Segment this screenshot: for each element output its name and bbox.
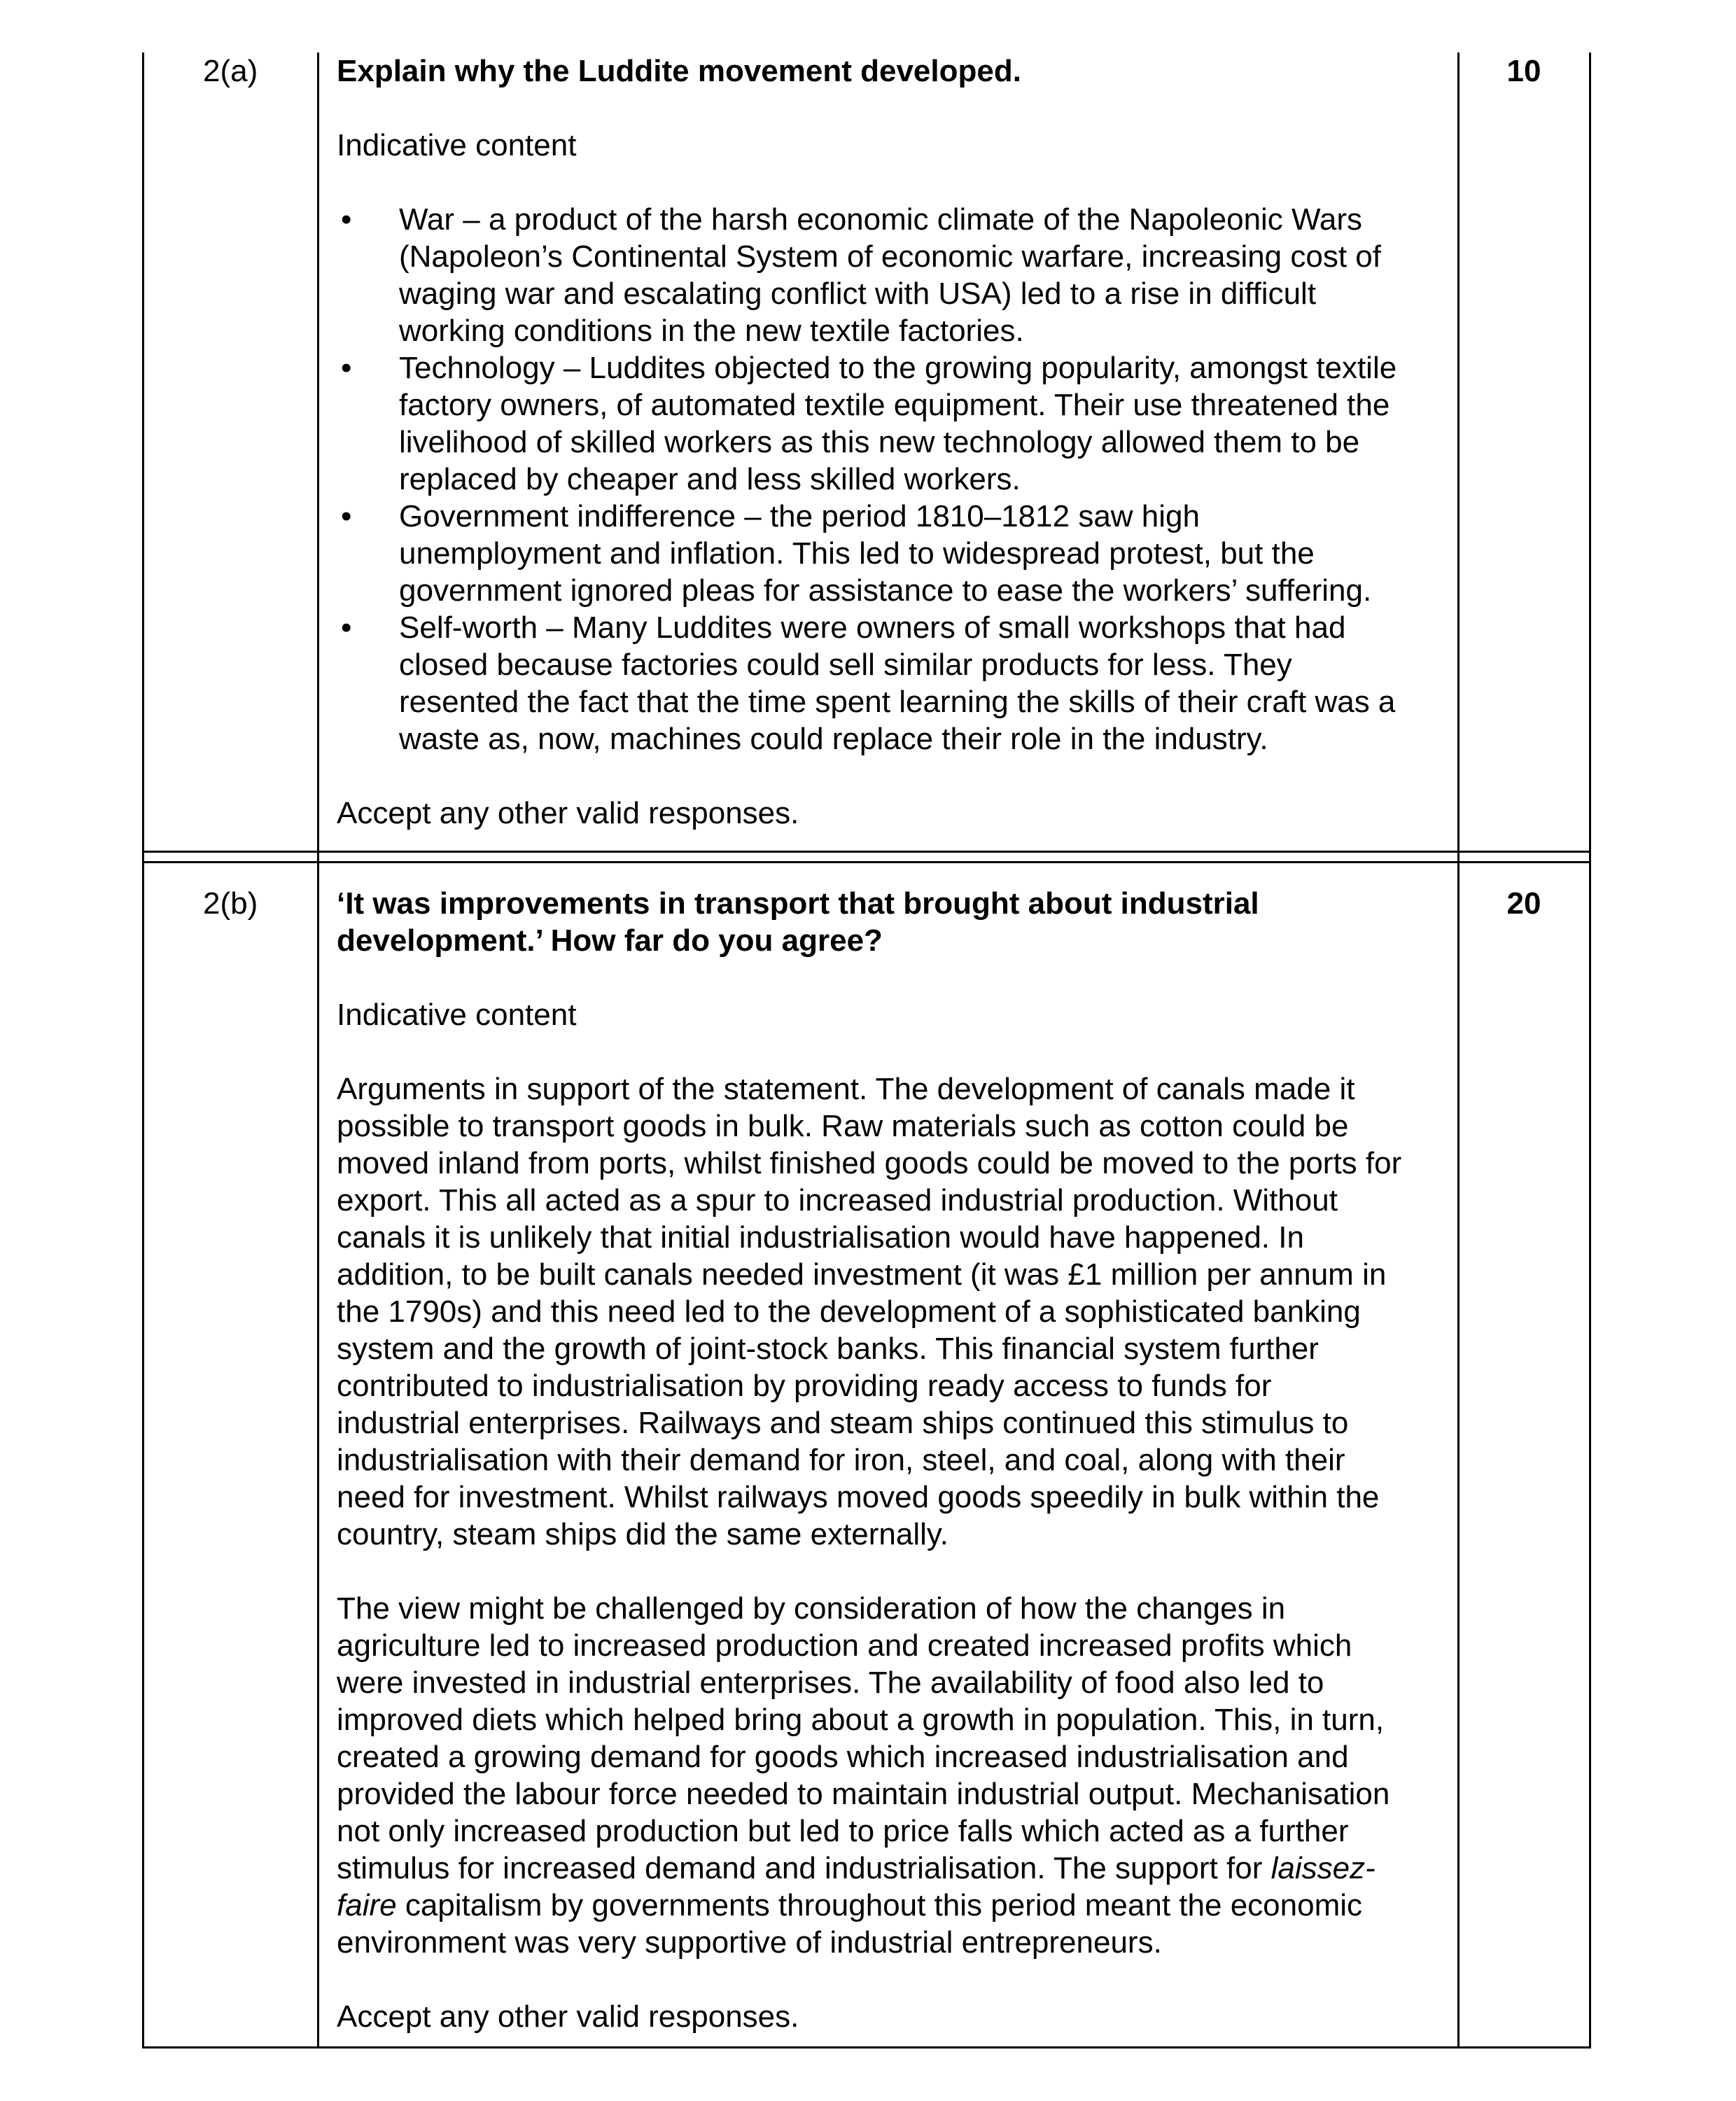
bullet-line: Government indifference – the period 1810–1812 saw high xyxy=(399,499,1200,533)
question-line: ‘It was improvements in transport that brought about industrial xyxy=(337,886,1259,921)
accept-note: Accept any other valid responses. xyxy=(337,1999,799,2034)
row-separator-top xyxy=(142,851,1591,853)
bullet-item xyxy=(337,609,1457,758)
table-bottom-border xyxy=(142,2046,1591,2048)
paragraph-line: industrialisation with their demand for iron, steel, and coal, along with their xyxy=(337,1443,1345,1477)
paragraph-line: canals it is unlikely that initial industrialisation would have happened. In xyxy=(337,1220,1304,1255)
paragraph-line: need for investment. Whilst railways moved goods speedily in bulk within the xyxy=(337,1480,1380,1514)
bullet-line: working conditions in the new textile factories. xyxy=(399,314,1024,348)
paragraph-line: not only increased production but led to price falls which acted as a further xyxy=(337,1814,1349,1848)
italic-term: laissez- xyxy=(1270,1851,1376,1885)
paragraph-line: improved diets which helped bring about a growth in population. This, in turn, xyxy=(337,1703,1385,1737)
support-paragraph xyxy=(337,1070,1457,1553)
indicative-content-label: Indicative content xyxy=(337,128,577,162)
paragraph-line: created a growing demand for goods which increased industrialisation and xyxy=(337,1740,1349,1774)
bullet-line: waging war and escalating conflict with USA) led to a rise in difficult xyxy=(399,277,1317,311)
bullet-line: War – a product of the harsh economic climate of the Napoleonic Wars xyxy=(399,202,1363,237)
bullet-line: replaced by cheaper and less skilled workers. xyxy=(399,462,1021,496)
bullet-line: (Napoleon’s Continental System of economic warfare, increasing cost of xyxy=(399,239,1381,274)
paragraph-line: agriculture led to increased production and created increased profits which xyxy=(337,1628,1352,1663)
bullet-line: Self-worth – Many Luddites were owners of small workshops that had xyxy=(399,610,1346,645)
table-right-border xyxy=(1589,53,1591,2048)
paragraph-line: the 1790s) and this need led to the development of a sophisticated banking xyxy=(337,1294,1361,1329)
bullet-item xyxy=(337,201,1457,349)
bullet-item xyxy=(337,498,1457,609)
table-col-divider-1 xyxy=(317,53,319,2048)
bullet-line: waste as, now, machines could replace their role in the industry. xyxy=(399,722,1268,756)
paragraph-line: system and the growth of joint-stock banks. This financial system further xyxy=(337,1332,1319,1366)
bullet-line: Technology – Luddites objected to the growing popularity, amongst textile xyxy=(399,351,1397,385)
row-separator-bottom xyxy=(142,861,1591,863)
paragraph-line: possible to transport goods in bulk. Raw materials such as cotton could be xyxy=(337,1109,1349,1143)
marks-value: 20 xyxy=(1506,886,1541,921)
bullet-line: factory owners, of automated textile equipment. Their use threatened the xyxy=(399,388,1390,422)
table-left-border xyxy=(142,53,144,2048)
paragraph-line: country, steam ships did the same externally. xyxy=(337,1517,948,1551)
bullet-line: unemployment and inflation. This led to widespread protest, but the xyxy=(399,536,1315,571)
bullet-item xyxy=(337,349,1457,498)
paragraph-text: stimulus for increased demand and industrialisation. The support for xyxy=(337,1851,1263,1885)
indicative-bullet-list xyxy=(337,201,1457,758)
bullet-icon: • xyxy=(341,610,352,645)
bullet-line: government ignored pleas for assistance to ease the workers’ suffering. xyxy=(399,573,1372,608)
paragraph-line: export. This all acted as a spur to increased industrial production. Without xyxy=(337,1183,1338,1217)
bullet-icon: • xyxy=(341,499,352,533)
paragraph-line: addition, to be built canals needed investment (it was £1 million per annum in xyxy=(337,1257,1387,1292)
marks-value: 10 xyxy=(1506,54,1541,88)
question-text: Explain why the Luddite movement developed. xyxy=(337,54,1021,88)
bullet-line: livelihood of skilled workers as this new technology allowed them to be xyxy=(399,425,1360,459)
paragraph-line xyxy=(337,1850,1457,1887)
paragraph-line: Arguments in support of the statement. The development of canals made it xyxy=(337,1072,1355,1106)
indicative-content-label: Indicative content xyxy=(337,998,577,1032)
paragraph-line: The view might be challenged by consideration of how the changes in xyxy=(337,1591,1286,1626)
accept-note: Accept any other valid responses. xyxy=(337,796,799,830)
bullet-icon: • xyxy=(341,351,352,385)
challenge-paragraph xyxy=(337,1590,1457,1961)
paragraph-line: contributed to industrialisation by providing ready access to funds for xyxy=(337,1369,1272,1403)
answer-cell xyxy=(337,885,1457,2035)
question-text xyxy=(337,885,1457,959)
paragraph-text: capitalism by governments throughout this period meant the economic xyxy=(396,1888,1362,1922)
paragraph-line: provided the labour force needed to maintain industrial output. Mechanisation xyxy=(337,1777,1390,1811)
table-col-divider-2 xyxy=(1457,53,1460,2048)
question-number: 2(b) xyxy=(203,886,258,921)
paragraph-line: industrial enterprises. Railways and steam ships continued this stimulus to xyxy=(337,1406,1349,1440)
question-number: 2(a) xyxy=(203,54,258,88)
question-line: development.’ How far do you agree? xyxy=(337,923,883,958)
italic-term: faire xyxy=(337,1888,397,1922)
bullet-line: resented the fact that the time spent learning the skills of their craft was a xyxy=(399,685,1396,719)
bullet-icon: • xyxy=(341,202,352,237)
answer-cell xyxy=(337,53,1457,832)
paragraph-line xyxy=(337,1887,1457,1924)
paragraph-line: were invested in industrial enterprises. The availability of food also led to xyxy=(337,1666,1324,1700)
paragraph-line: moved inland from ports, whilst finished goods could be moved to the ports for xyxy=(337,1146,1402,1180)
bullet-line: closed because factories could sell similar products for less. They xyxy=(399,648,1292,682)
paragraph-line: environment was very supportive of industrial entrepreneurs. xyxy=(337,1925,1162,1960)
